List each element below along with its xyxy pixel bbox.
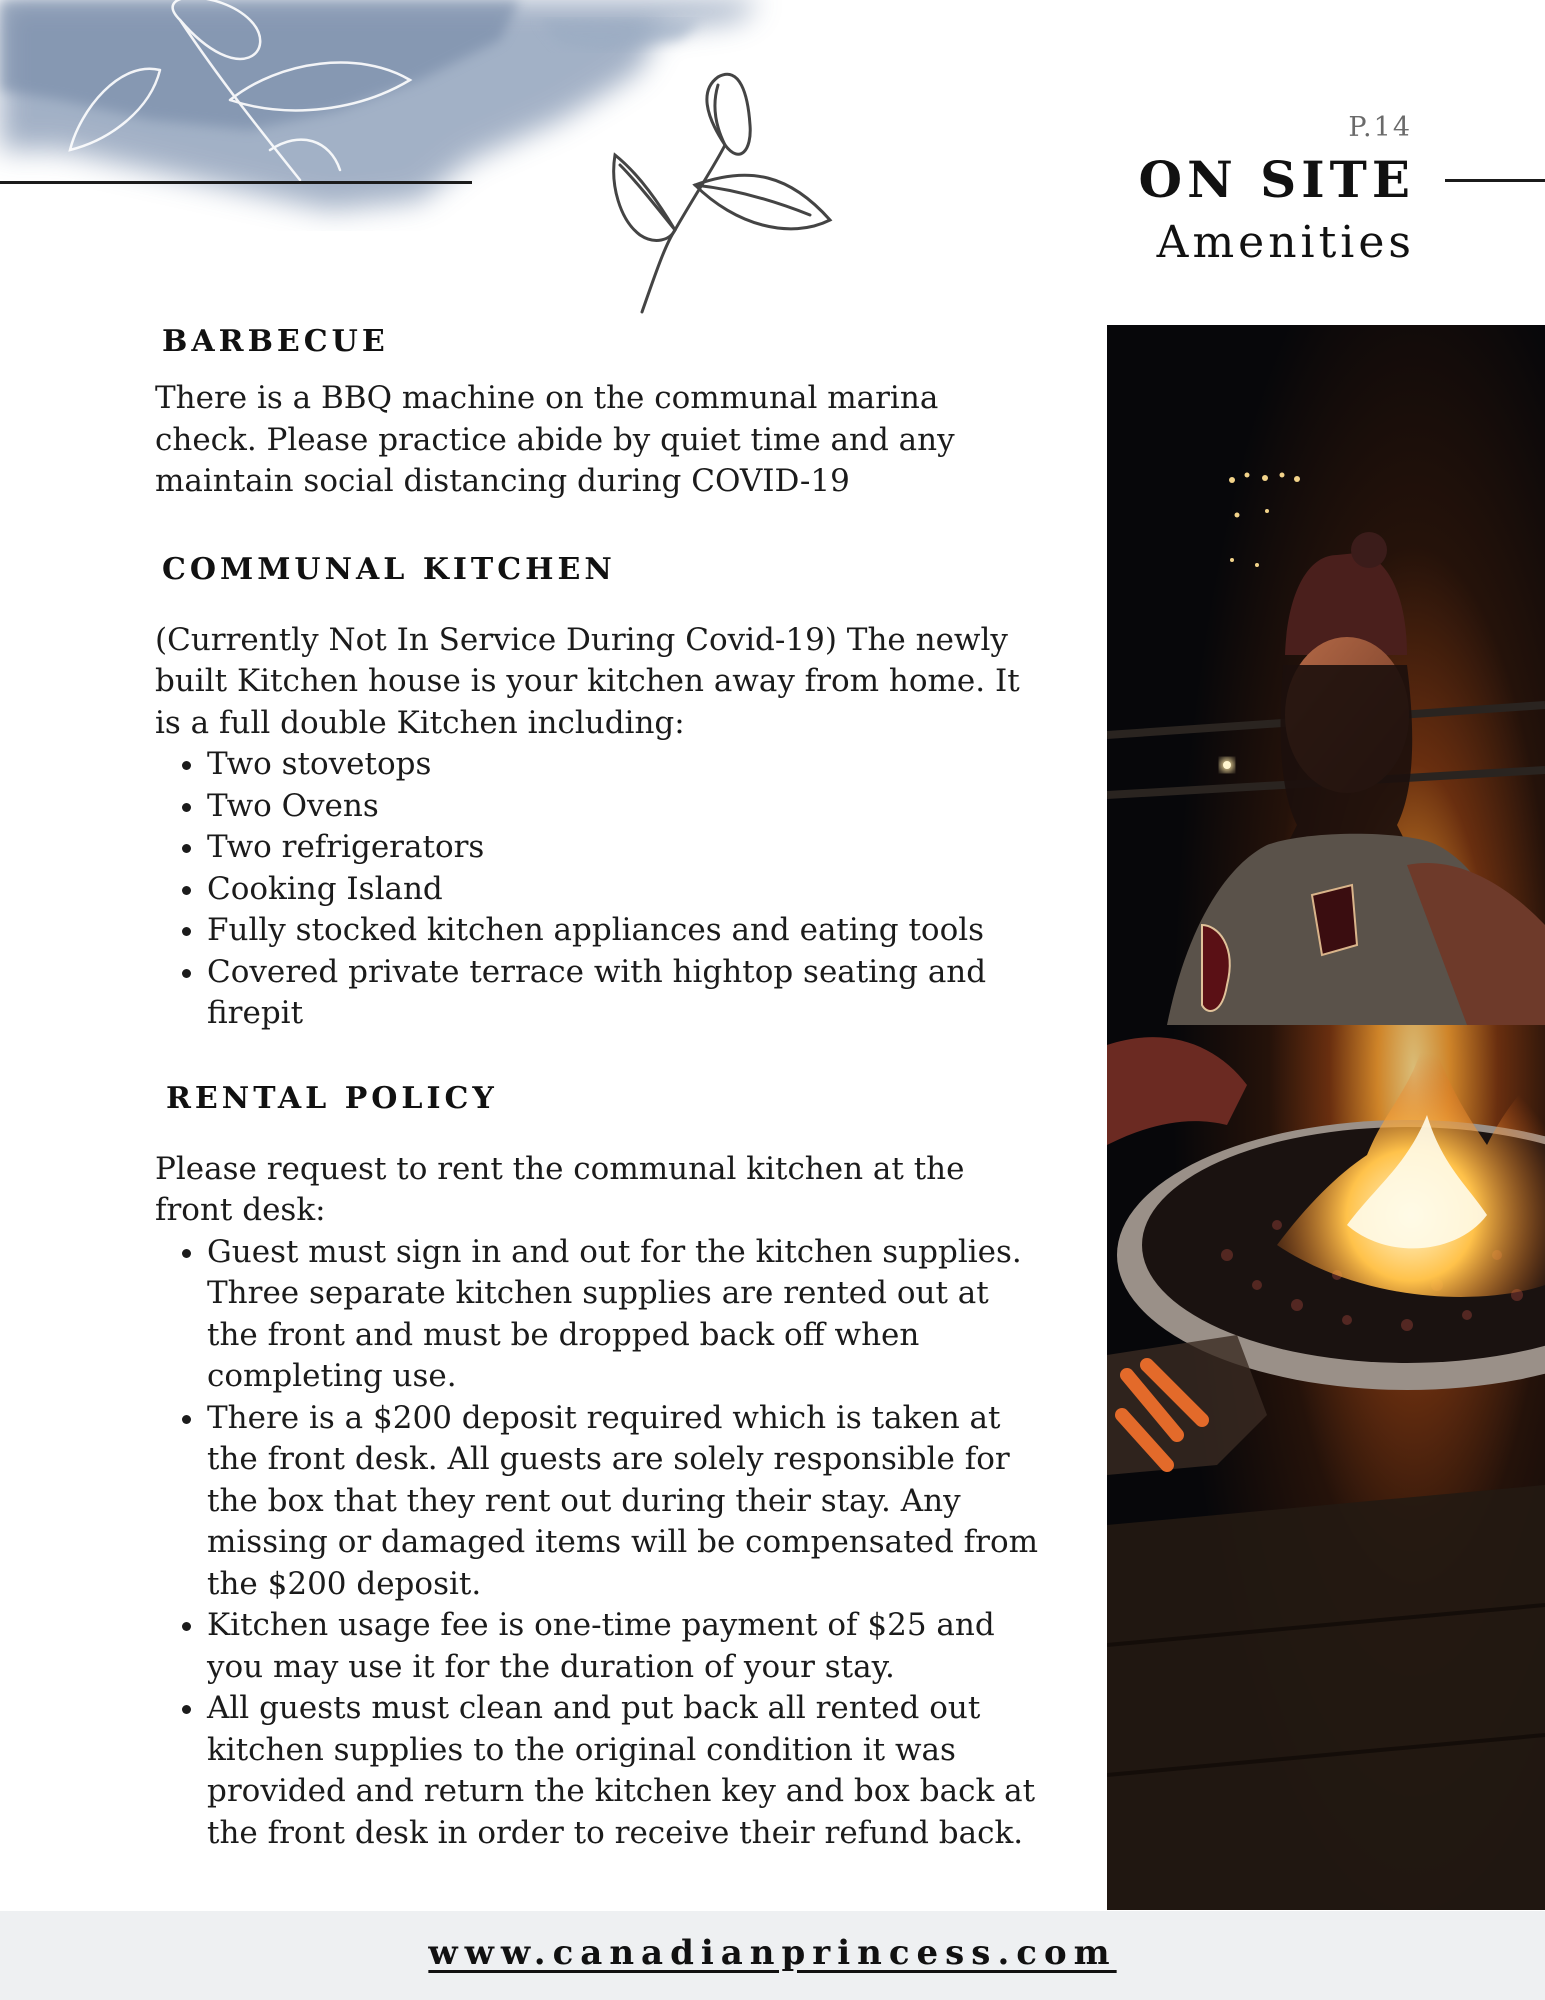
- website-link[interactable]: www.canadianprincess.com: [428, 1933, 1117, 1973]
- list-item: • Fully stocked kitchen appliances and eating tools: [207, 910, 1040, 952]
- kitchen-text: (Currently Not In Service During Covid-19) The newly built Kitchen house is your kitchen away from home. It is a full double Kitchen including:: [155, 621, 1020, 741]
- list-item: • Two stovetops: [207, 744, 1040, 786]
- list-item: • All guests must clean and put back all rented out kitchen supplies to the original condition it was provided and return the kitchen key and box back at the front desk in order to receive their refund back.: [207, 1688, 1040, 1854]
- header-rule-left: [0, 181, 472, 184]
- page-subtitle: Amenities: [1156, 217, 1415, 268]
- kitchen-section: [155, 550, 1040, 1035]
- list-item: • Kitchen usage fee is one-time payment of $25 and you may use it for the duration of your stay.: [207, 1605, 1040, 1688]
- header-rule-right: [1445, 179, 1545, 182]
- kitchen-heading: COMMUNAL KITCHEN: [162, 551, 616, 587]
- list-item: • Covered private terrace with hightop seating and firepit: [207, 952, 1040, 1035]
- barbecue-section: [155, 322, 1040, 503]
- barbecue-heading: BARBECUE: [162, 324, 389, 359]
- list-item: • Guest must sign in and out for the kitchen supplies. Three separate kitchen supplies are rented out at the front and must be dropped back off when completing use.: [207, 1232, 1040, 1398]
- sprig-sketch-decoration: [600, 55, 840, 315]
- rental-heading: RENTAL POLICY: [166, 1080, 498, 1116]
- list-item: • Cooking Island: [207, 869, 1040, 911]
- rental-text: Please request to rent the communal kitchen at the front desk:: [155, 1150, 965, 1228]
- kitchen-features-list: [155, 744, 1040, 1035]
- firepit-photo: [1107, 325, 1545, 1910]
- list-item: • There is a $200 deposit required which is taken at the front desk. All guests are solely responsible for the box that they rent out during their stay. Any missing or damaged items will be compensated from the $200 deposit.: [207, 1398, 1040, 1606]
- main-content: [155, 322, 1040, 1854]
- page-title: ON SITE: [1138, 150, 1415, 209]
- list-item: • Two refrigerators: [207, 827, 1040, 869]
- list-item: • Two Ovens: [207, 786, 1040, 828]
- rental-section: [155, 1079, 1040, 1855]
- page-number: P.14: [1348, 112, 1412, 143]
- footer-bar: [0, 1911, 1545, 2000]
- rental-policy-list: [155, 1232, 1040, 1855]
- barbecue-text: There is a BBQ machine on the communal marina check. Please practice abide by quiet time and any maintain social distancing during COVID-19: [155, 380, 955, 499]
